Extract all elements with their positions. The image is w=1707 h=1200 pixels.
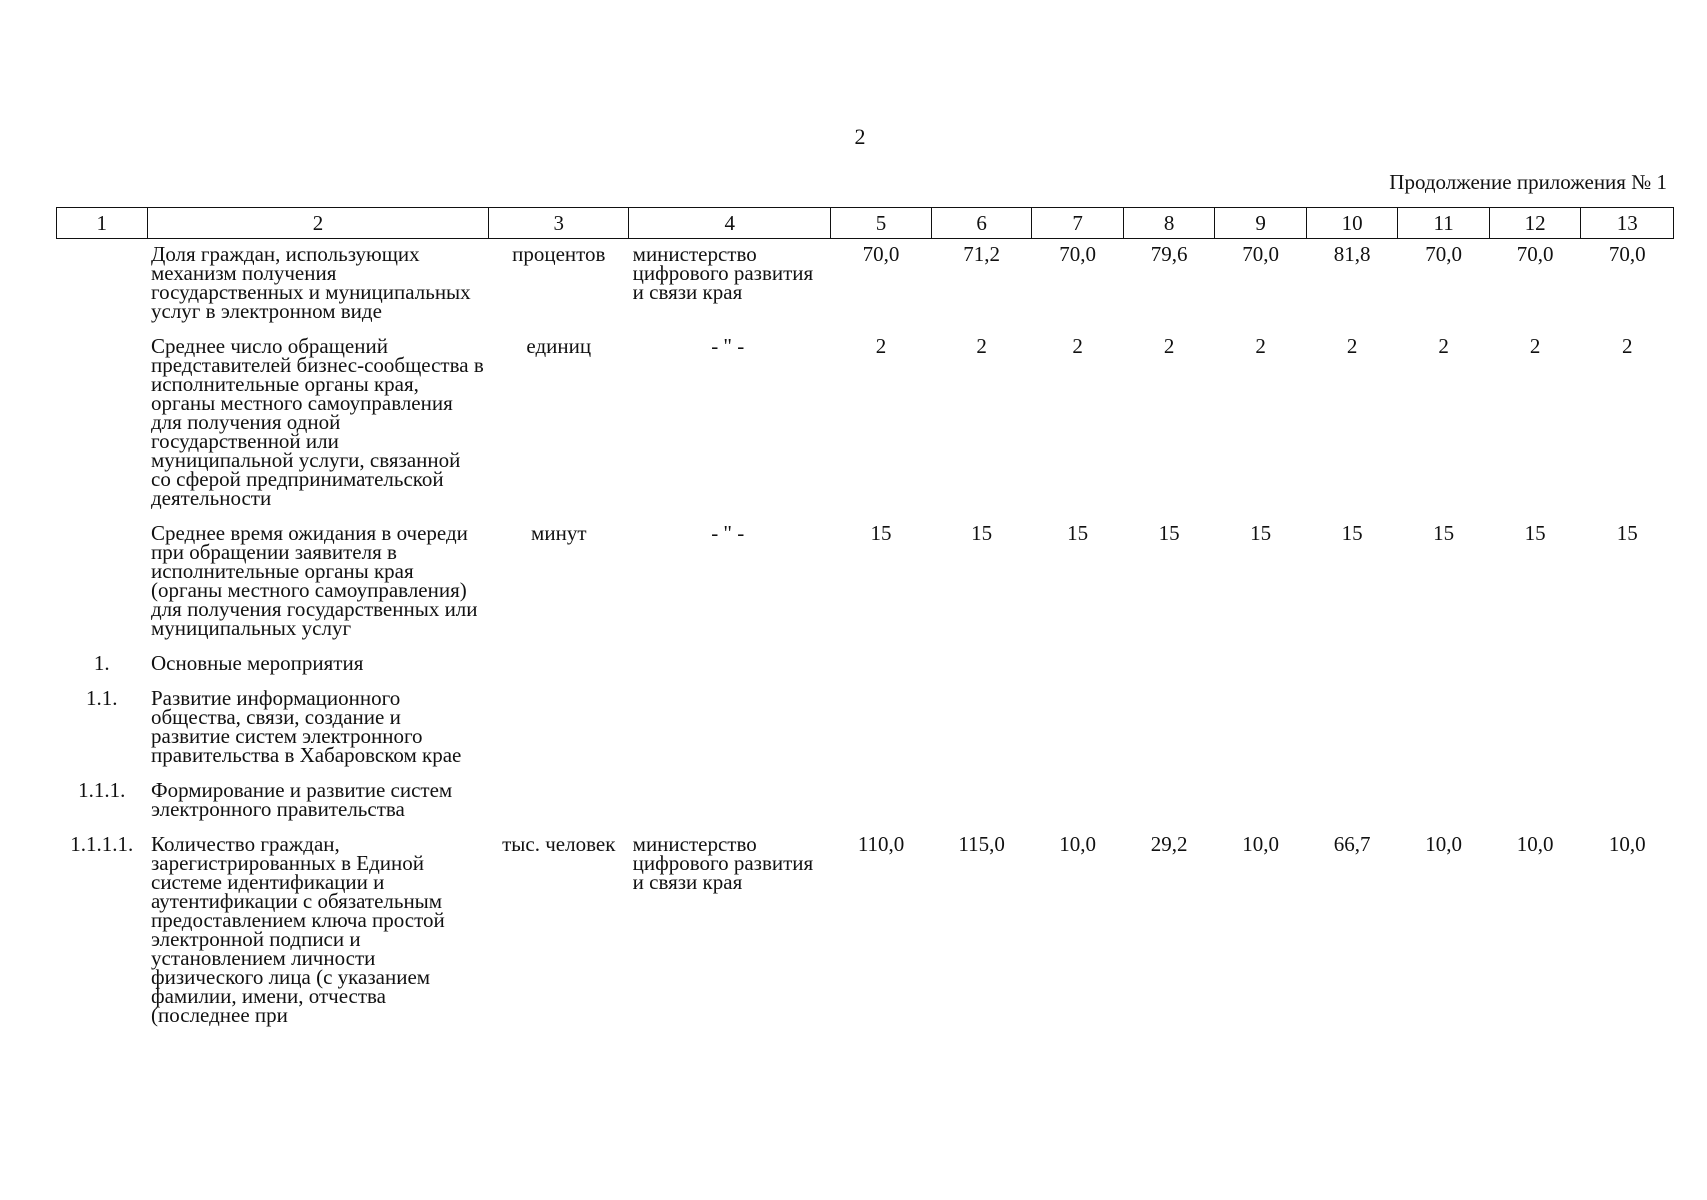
value-cell	[1306, 683, 1398, 775]
value-cell	[1123, 775, 1215, 829]
value-cell: 10,0	[1608, 832, 1646, 856]
value-cell: 2	[1163, 334, 1175, 358]
column-number-header-row	[57, 208, 1674, 239]
table-row	[57, 829, 1674, 1035]
value-cell: 70,0	[1059, 242, 1096, 266]
column-header: 2	[147, 208, 489, 239]
value-cell	[1581, 775, 1674, 829]
column-header: 4	[629, 208, 831, 239]
column-header: 11	[1398, 208, 1490, 239]
value-cell	[1215, 683, 1307, 775]
value-cell: 66,7	[1333, 832, 1371, 856]
table-row	[57, 331, 1674, 518]
value-cell: 10,0	[1059, 832, 1096, 856]
value-cell	[1306, 775, 1398, 829]
column-header: 5	[831, 208, 932, 239]
value-cell	[931, 648, 1032, 683]
section-title: Развитие информационного общества, связи, создание и развитие систем электронного правительства в Хабаровском крае	[151, 686, 462, 767]
row-number: 1.1.	[86, 686, 118, 710]
unit-of-measure: единиц	[526, 334, 592, 358]
value-cell: 115,0	[958, 832, 1005, 856]
value-cell: 70,0	[1516, 242, 1554, 266]
table-row	[57, 648, 1674, 683]
value-cell: 2	[1438, 334, 1449, 358]
column-header: 3	[489, 208, 629, 239]
indicator-name: Доля граждан, использующих механизм получения государственных и муниципальных услуг в электронном виде	[151, 242, 471, 323]
page-number: 2	[854, 124, 866, 149]
value-cell: 70,0	[862, 242, 900, 266]
indicator-name: Среднее время ожидания в очереди при обращении заявителя в исполнительные органы края (органы местного самоуправления) для получения государственных или муниципальных услуг	[151, 521, 478, 640]
responsible-executor: министерство цифрового развития и связи края	[632, 832, 814, 894]
column-header: 6	[931, 208, 1032, 239]
value-cell: 2	[1621, 334, 1633, 358]
indicator-name: Среднее число обращений представителей бизнес-сообщества в исполнительные органы края, органы местного самоуправления для получения одной государственной или муниципальной услуги, связанной со сферой предпринимательской деятельности	[151, 334, 484, 510]
value-cell	[1581, 648, 1674, 683]
table-row	[57, 775, 1674, 829]
responsible-executor: министерство цифрового развития и связи края	[632, 242, 814, 304]
value-cell: 15	[1250, 521, 1272, 545]
table-row	[57, 518, 1674, 648]
row-number: 1.1.1.	[78, 778, 126, 802]
column-header: 10	[1306, 208, 1398, 239]
section-title: Формирование и развитие систем электронного правительства	[151, 778, 453, 821]
column-header: 1	[57, 208, 148, 239]
value-cell: 2	[1072, 334, 1083, 358]
value-cell: 29,2	[1150, 832, 1188, 856]
value-cell	[1032, 683, 1124, 775]
value-cell: 2	[976, 334, 987, 358]
value-cell: 15	[870, 521, 892, 545]
value-cell	[1032, 648, 1124, 683]
responsible-executor: - " -	[711, 521, 745, 545]
value-cell	[1581, 683, 1674, 775]
value-cell: 71,2	[963, 242, 1000, 266]
indicator-name: Количество граждан, зарегистрированных в Единой системе идентификации и аутентификации с обязательным предоставлением ключа простой электронной подписи и установлением личности физического лица (с указанием фамилии, имени, отчества (последнее при	[151, 832, 445, 1027]
value-cell	[1489, 683, 1581, 775]
responsible-executor	[629, 775, 831, 829]
responsible-executor: - " -	[711, 334, 745, 358]
unit-of-measure	[489, 648, 629, 683]
value-cell	[1032, 775, 1124, 829]
value-cell: 15	[1524, 521, 1546, 545]
value-cell: 2	[1346, 334, 1358, 358]
column-header: 13	[1581, 208, 1674, 239]
value-cell: 81,8	[1333, 242, 1371, 266]
row-number	[57, 239, 148, 332]
value-cell: 79,6	[1150, 242, 1188, 266]
value-cell	[931, 775, 1032, 829]
table-row	[57, 239, 1674, 332]
value-cell	[1123, 648, 1215, 683]
value-cell: 2	[1529, 334, 1541, 358]
table-row	[57, 683, 1674, 775]
value-cell: 15	[1158, 521, 1180, 545]
row-number	[57, 331, 148, 518]
value-cell	[1215, 775, 1307, 829]
value-cell: 70,0	[1608, 242, 1646, 266]
column-header: 9	[1215, 208, 1307, 239]
value-cell	[1398, 775, 1490, 829]
unit-of-measure: тыс. человек	[502, 832, 616, 856]
value-cell: 15	[1616, 521, 1638, 545]
value-cell: 70,0	[1242, 242, 1279, 266]
row-number	[57, 518, 148, 648]
value-cell: 15	[1433, 521, 1455, 545]
column-header: 7	[1032, 208, 1124, 239]
value-cell: 10,0	[1242, 832, 1279, 856]
value-cell	[1398, 683, 1490, 775]
value-cell: 15	[1341, 521, 1363, 545]
value-cell: 2	[875, 334, 887, 358]
column-header: 12	[1489, 208, 1581, 239]
value-cell	[831, 775, 932, 829]
unit-of-measure: процентов	[512, 242, 606, 266]
value-cell: 110,0	[857, 832, 905, 856]
appendix-continuation-label: Продолжение приложения № 1	[1389, 170, 1667, 194]
unit-of-measure	[489, 775, 629, 829]
responsible-executor	[629, 648, 831, 683]
value-cell: 2	[1255, 334, 1266, 358]
value-cell	[1306, 648, 1398, 683]
unit-of-measure	[489, 683, 629, 775]
value-cell	[831, 683, 932, 775]
value-cell: 10,0	[1516, 832, 1554, 856]
responsible-executor	[629, 683, 831, 775]
value-cell	[1398, 648, 1490, 683]
row-number: 1.1.1.1.	[70, 832, 134, 856]
row-number: 1.	[93, 651, 110, 675]
value-cell: 10,0	[1425, 832, 1462, 856]
value-cell	[931, 683, 1032, 775]
value-cell	[1489, 648, 1581, 683]
value-cell	[831, 648, 932, 683]
indicators-table	[56, 207, 1674, 1035]
value-cell: 15	[1067, 521, 1089, 545]
value-cell: 15	[971, 521, 993, 545]
section-title: Основные мероприятия	[151, 651, 364, 675]
value-cell	[1215, 648, 1307, 683]
value-cell	[1123, 683, 1215, 775]
value-cell: 70,0	[1425, 242, 1462, 266]
column-header: 8	[1123, 208, 1215, 239]
value-cell	[1489, 775, 1581, 829]
unit-of-measure: минут	[531, 521, 587, 545]
